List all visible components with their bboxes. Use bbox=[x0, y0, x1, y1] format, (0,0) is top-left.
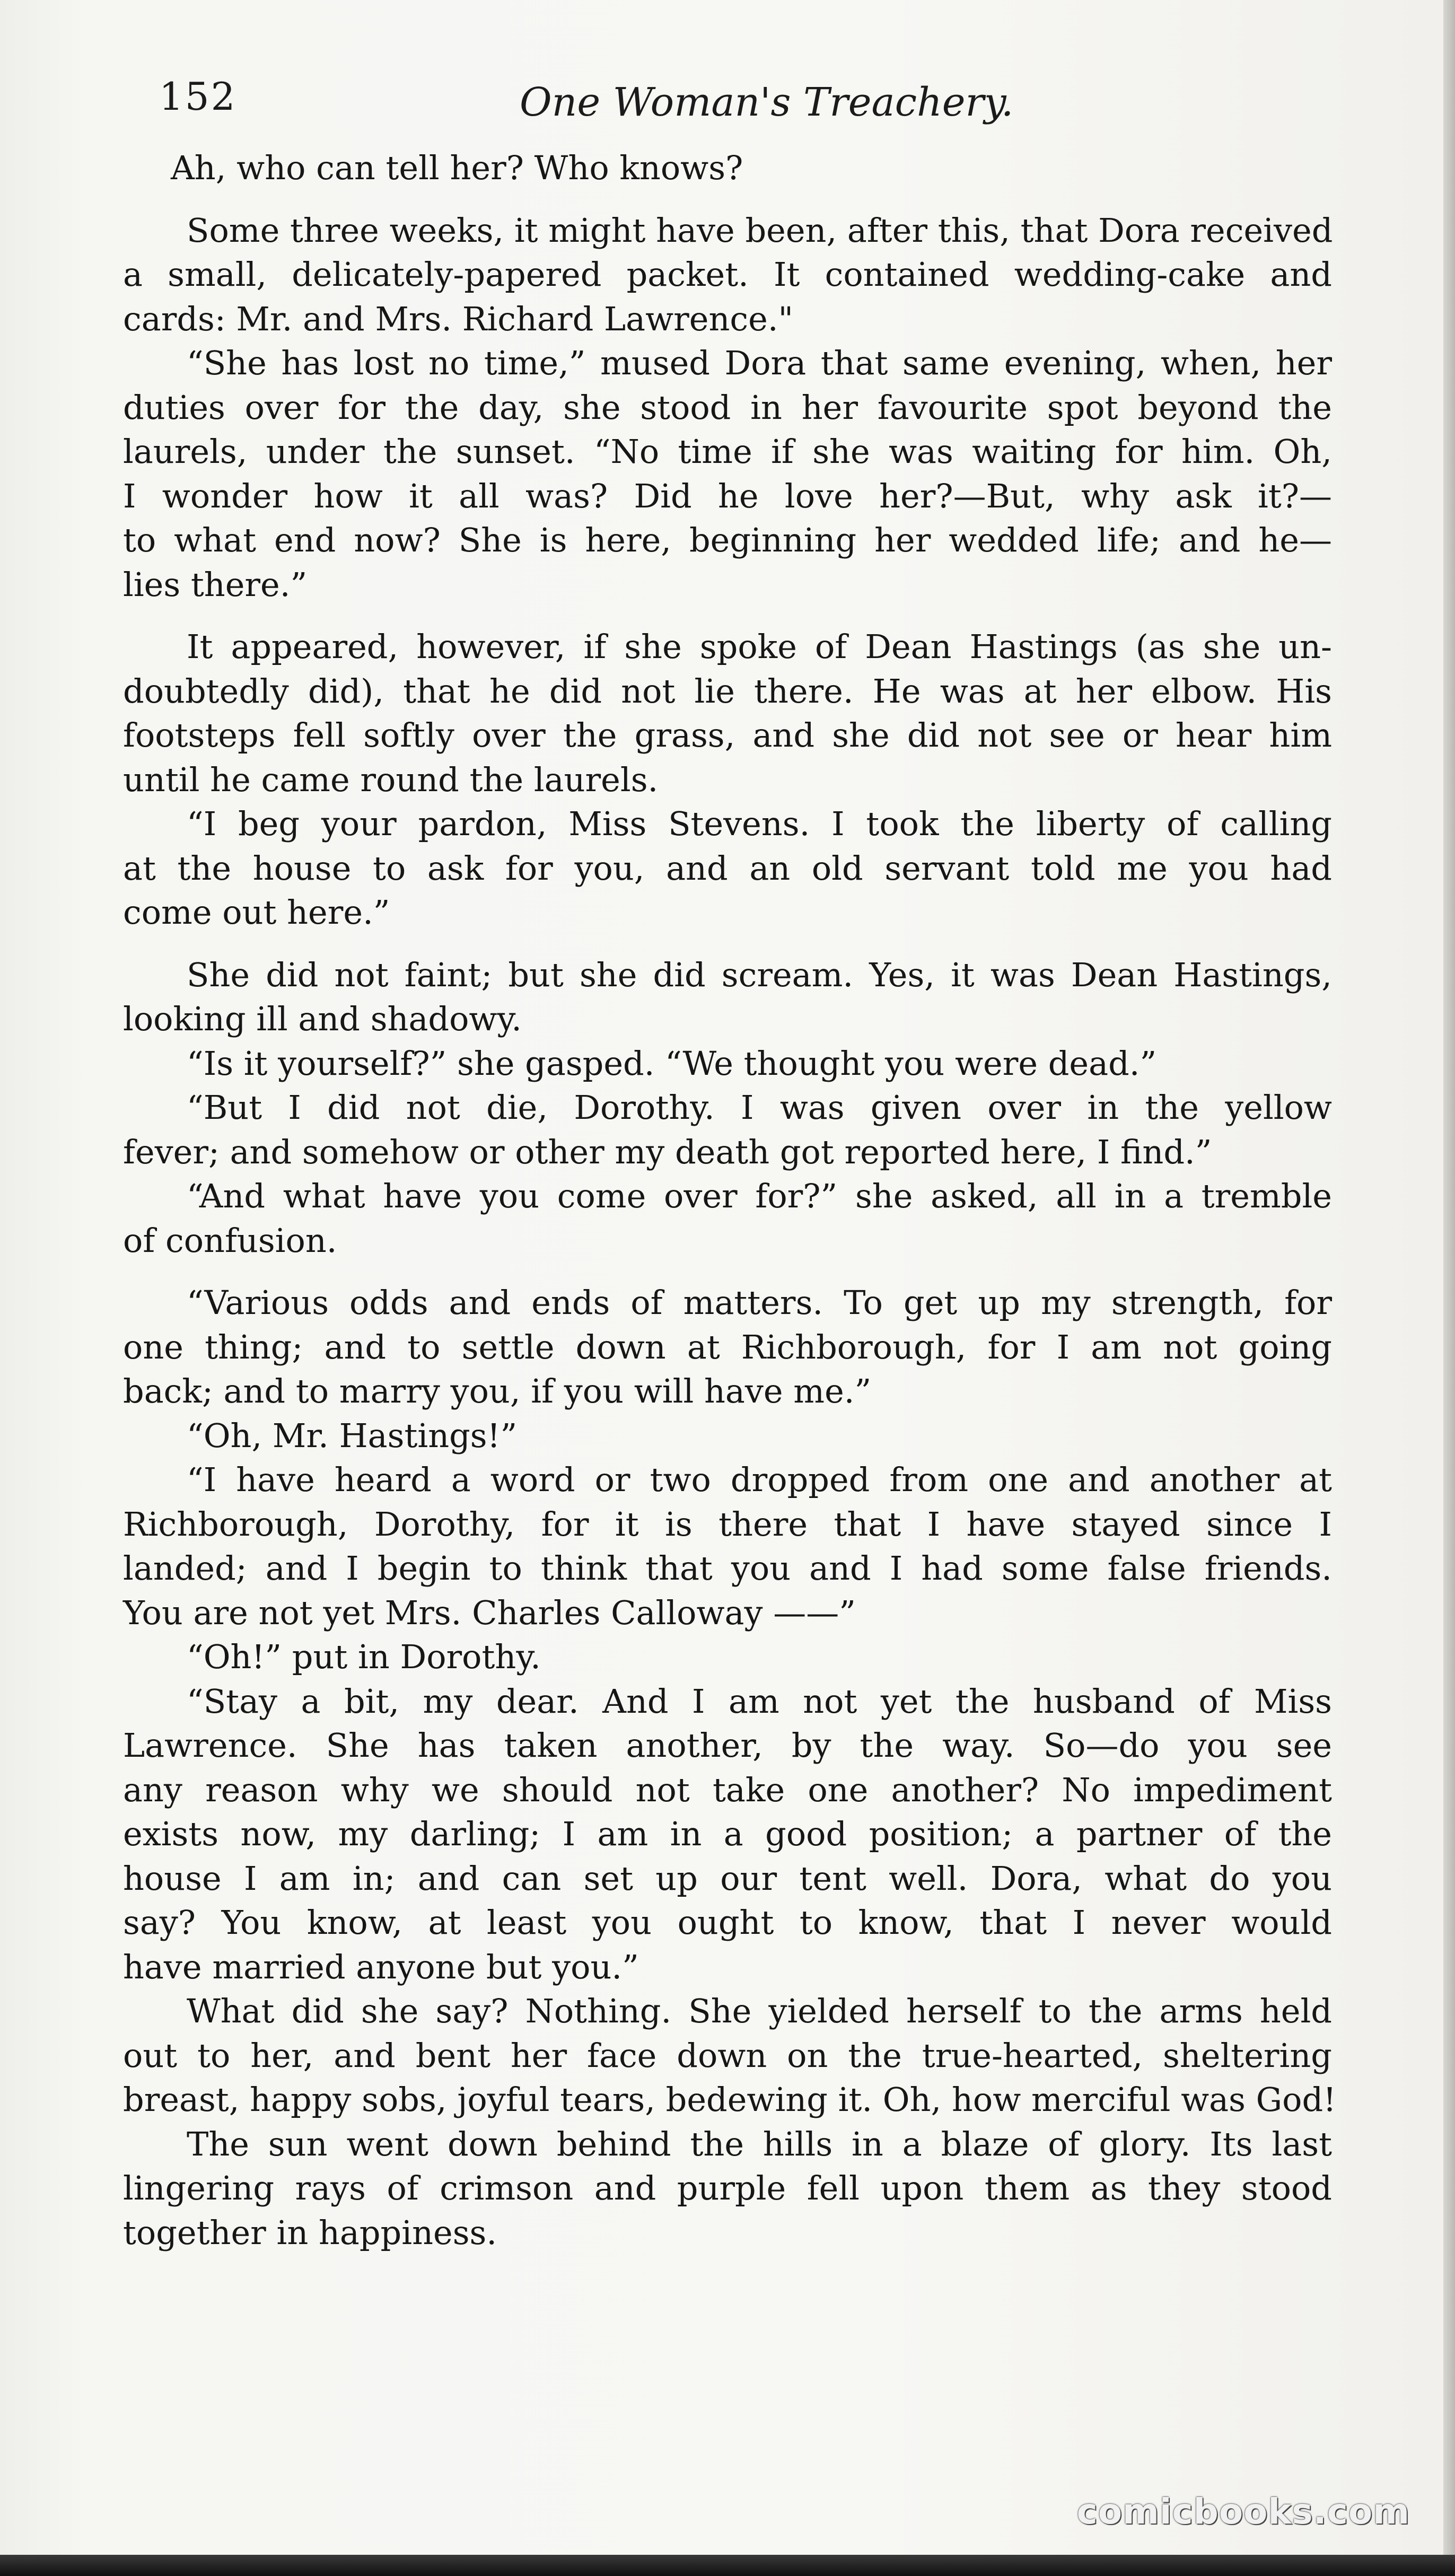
text-line: any reason why we should not take one another? No impediment bbox=[123, 1770, 1332, 1809]
paragraph bbox=[123, 146, 1332, 190]
text-line: “I have heard a word or two dropped from one and another at bbox=[187, 1460, 1332, 1499]
text-line: come out here.” bbox=[123, 893, 390, 932]
text-line: have married anyone but you.” bbox=[123, 1947, 639, 1986]
text-line: until he came round the laurels. bbox=[123, 760, 659, 799]
text-line: I wonder how it all was? Did he love her?—But, why ask it?— bbox=[123, 476, 1332, 515]
text-line: “She has lost no time,” mused Dora that same evening, when, her bbox=[187, 344, 1332, 382]
paragraph bbox=[123, 1458, 1332, 1635]
paragraph bbox=[123, 625, 1332, 802]
text-line: exists now, my darling; I am in a good position; a partner of the bbox=[123, 1815, 1332, 1853]
text-line: landed; and I begin to think that you and I had some false friends. bbox=[123, 1549, 1332, 1588]
paragraph bbox=[123, 341, 1332, 607]
text-line: Lawrence. She has taken another, by the way. So—do you see bbox=[123, 1726, 1332, 1765]
text-line: “Stay a bit, my dear. And I am not yet the husband of Miss bbox=[187, 1681, 1332, 1721]
text-line: “I beg your pardon, Miss Stevens. I took the liberty of calling bbox=[187, 804, 1332, 843]
text-line: house I am in; and can set up our tent well. Dora, what do you bbox=[123, 1859, 1332, 1898]
watermark: comicbooks.com bbox=[1076, 2491, 1410, 2532]
text-line: at the house to ask for you, and an old servant told me you had bbox=[123, 848, 1332, 888]
text-line: duties over for the day, she stood in her favourite spot beyond the bbox=[123, 388, 1332, 427]
paragraph bbox=[123, 802, 1332, 935]
text-line: lies there.” bbox=[123, 565, 308, 604]
page-header bbox=[159, 64, 1029, 133]
paragraph bbox=[123, 208, 1332, 341]
text-line: one thing; and to settle down at Richborough, for I am not going bbox=[123, 1327, 1332, 1366]
text-line: The sun went down behind the hills in a blaze of glory. Its last bbox=[187, 2124, 1332, 2163]
text-line: to what end now? She is here, beginning her wedded life; and he— bbox=[123, 521, 1332, 559]
running-title: One Woman's Treachery. bbox=[520, 80, 1014, 125]
text-line: fever; and somehow or other my death got reported here, I find.” bbox=[123, 1132, 1212, 1171]
text-line: She did not faint; but she did scream. Yes, it was Dean Hastings, bbox=[187, 955, 1332, 994]
text-line: “Is it yourself?” she gasped. “We thought you were dead.” bbox=[187, 1044, 1157, 1083]
text-line: “And what have you come over for?” she asked, all in a tremble bbox=[187, 1177, 1332, 1215]
text-line: laurels, under the sunset. “No time if she was waiting for him. Oh, bbox=[123, 432, 1332, 471]
text-line: say? You know, at least you ought to know, that I never would bbox=[123, 1903, 1332, 1942]
text-line: You are not yet Mrs. Charles Calloway ——” bbox=[123, 1593, 856, 1632]
text-line: doubtedly did), that he did not lie there. He was at her elbow. His bbox=[123, 671, 1332, 711]
text-line: together in happiness. bbox=[123, 2213, 497, 2252]
paragraph bbox=[123, 1281, 1332, 1414]
text-line: breast, happy sobs, joyful tears, bedewing it. Oh, how merciful was God! bbox=[123, 2080, 1337, 2119]
page-number: 152 bbox=[159, 74, 237, 119]
paragraph bbox=[123, 1174, 1332, 1263]
paragraph bbox=[123, 1041, 1332, 1086]
text-line: Some three weeks, it might have been, after this, that Dora received bbox=[187, 211, 1333, 250]
paragraph bbox=[123, 953, 1332, 1041]
paragraph bbox=[123, 1414, 1332, 1458]
text-line: “But I did not die, Dorothy. I was given over in the yellow bbox=[187, 1088, 1332, 1127]
text-line: “Oh!” put in Dorothy. bbox=[187, 1637, 541, 1676]
text-line: a small, delicately-papered packet. It contained wedding-cake and bbox=[123, 255, 1332, 294]
text-line: What did she say? Nothing. She yielded herself to the arms held bbox=[187, 1992, 1332, 2030]
paragraph bbox=[123, 1635, 1332, 1679]
text-line: out to her, and bent her face down on the true-hearted, sheltering bbox=[123, 2036, 1332, 2075]
text-line: Richborough, Dorothy, for it is there that I have stayed since I bbox=[123, 1504, 1332, 1544]
scan-bottom-edge bbox=[0, 2555, 1455, 2576]
paragraph bbox=[123, 1085, 1332, 1174]
text-line: of confusion. bbox=[123, 1221, 337, 1260]
text-line: Ah, who can tell her? Who knows? bbox=[171, 148, 743, 187]
page-binding-edge bbox=[1443, 0, 1455, 2576]
text-line: “Various odds and ends of matters. To get up my strength, for bbox=[187, 1283, 1332, 1322]
text-line: It appeared, however, if she spoke of Dean Hastings (as she un- bbox=[187, 627, 1332, 666]
text-line: back; and to marry you, if you will have me.” bbox=[123, 1372, 872, 1410]
paragraph bbox=[123, 2122, 1332, 2255]
text-line: cards: Mr. and Mrs. Richard Lawrence." bbox=[123, 299, 794, 338]
paragraph bbox=[123, 1989, 1337, 2122]
body-text bbox=[123, 146, 1337, 2255]
paragraph bbox=[123, 1679, 1332, 1990]
text-line: “Oh, Mr. Hastings!” bbox=[187, 1416, 518, 1455]
text-line: looking ill and shadowy. bbox=[123, 1000, 522, 1038]
text-line: footsteps fell softly over the grass, and she did not see or hear him bbox=[123, 716, 1332, 755]
text-line: lingering rays of crimson and purple fell upon them as they stood bbox=[123, 2169, 1332, 2207]
